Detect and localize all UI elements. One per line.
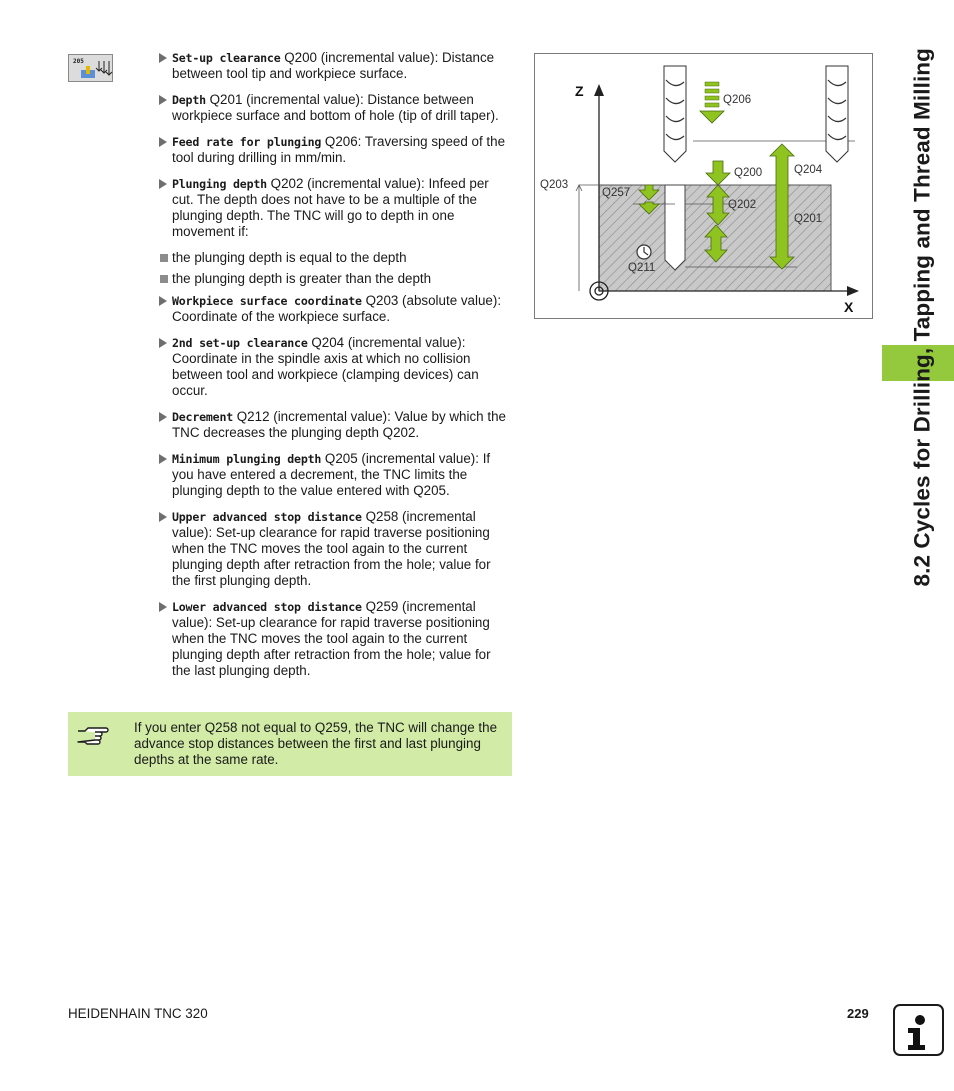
label-q204: Q204 [794, 164, 823, 176]
cycle-diagram [534, 53, 873, 319]
param-description: Q201 (incremental value): Distance between workpiece surface and bottom of hole (tip of drill taper). [172, 92, 499, 123]
axis-label-z: Z [575, 83, 584, 99]
label-q206: Q206 [723, 94, 752, 106]
drilled-hole [665, 185, 685, 270]
cycle-number: 205 [73, 58, 84, 65]
param-decrement [158, 409, 512, 441]
condition-item [158, 271, 512, 287]
bullet-square-icon [160, 254, 168, 262]
bullet-triangle-icon [159, 53, 167, 63]
param-upper-stop-distance [158, 509, 512, 589]
condition-text: the plunging depth is greater than the depth [172, 271, 432, 286]
label-q201: Q201 [794, 213, 823, 225]
feed-rate-arrow [700, 82, 724, 123]
label-q202: Q202 [728, 199, 757, 211]
bullet-triangle-icon [159, 137, 167, 147]
param-workpiece-surface [158, 293, 512, 325]
bullet-triangle-icon [159, 454, 167, 464]
bullet-triangle-icon [159, 602, 167, 612]
cycle-diagram-icon [69, 55, 114, 83]
param-keyword: Workpiece surface coordinate [172, 294, 362, 308]
param-description: Q258 (incremental value): Set-up clearance for rapid traverse positioning when the TNC moves the tool again to the current plunging depth after retraction from the hole; value for the first plunging depth. [172, 509, 491, 588]
bullet-triangle-icon [159, 412, 167, 422]
label-q203: Q203 [540, 179, 569, 191]
param-keyword: Set-up clearance [172, 51, 281, 65]
param-description: Q200 (incremental value): Distance between tool tip and workpiece surface. [172, 50, 495, 81]
info-dot [915, 1015, 925, 1025]
pointing-hand-icon [76, 722, 110, 746]
param-description: Q203 (absolute value): Coordinate of the workpiece surface. [172, 293, 502, 324]
condition-list [158, 250, 512, 287]
section-title-text: 8.2 Cycles for Drilling, Tapping and Thread Milling [909, 48, 934, 587]
label-q257: Q257 [602, 187, 631, 199]
drill-tool-right [826, 66, 848, 162]
parameter-list [158, 50, 512, 689]
dwell-clock-icon [637, 245, 651, 259]
param-keyword: Depth [172, 93, 206, 107]
drill-tool-left [664, 66, 686, 162]
param-2nd-setup-clearance [158, 335, 512, 399]
info-icon [893, 1004, 944, 1056]
bullet-triangle-icon [159, 179, 167, 189]
label-q211: Q211 [628, 262, 656, 274]
param-keyword: Feed rate for plunging [172, 135, 322, 149]
z-axis-arrow [594, 84, 604, 96]
param-plunging-depth [158, 176, 512, 240]
param-description: Q204 (incremental value): Coordinate in the spindle axis at which no collision between tool and workpiece (clamping devices) can occur. [172, 335, 479, 398]
param-description: Q212 (incremental value): Value by which the TNC decreases the plunging depth Q202. [172, 409, 506, 440]
drilling-diagram-svg [535, 54, 874, 320]
label-q200: Q200 [734, 167, 763, 179]
condition-item [158, 250, 512, 266]
param-keyword: 2nd set-up clearance [172, 336, 308, 350]
param-keyword: Decrement [172, 410, 234, 424]
param-keyword: Lower advanced stop distance [172, 600, 362, 614]
page-number: 229 [847, 1006, 869, 1021]
param-setup-clearance [158, 50, 512, 82]
footer-product: HEIDENHAIN TNC 320 [68, 1006, 208, 1021]
param-keyword: Minimum plunging depth [172, 452, 322, 466]
bullet-triangle-icon [159, 296, 167, 306]
condition-text: the plunging depth is equal to the depth [172, 250, 407, 265]
param-keyword: Plunging depth [172, 177, 267, 191]
param-depth [158, 92, 512, 124]
bullet-square-icon [160, 275, 168, 283]
info-stem [908, 1028, 925, 1050]
param-lower-stop-distance [158, 599, 512, 679]
param-keyword: Upper advanced stop distance [172, 510, 362, 524]
axis-label-x: X [844, 299, 854, 315]
x-axis-arrow [847, 286, 859, 296]
cycle-205-icon [68, 54, 113, 82]
bullet-triangle-icon [159, 95, 167, 105]
setup-clearance-arrow [706, 161, 730, 185]
bullet-triangle-icon [159, 338, 167, 348]
param-description: Q202 (incremental value): Infeed per cut. The depth does not have to be a multiple of the plunging depth. The TNC will go to depth in one movement if: [172, 176, 489, 239]
param-description: Q205 (incremental value): If you have entered a decrement, the TNC limits the plunging depth to the value entered with Q205. [172, 451, 491, 498]
bullet-triangle-icon [159, 512, 167, 522]
note-text: If you enter Q258 not equal to Q259, the TNC will change the advance stop distances between the first and last plunging depths at the same rate. [134, 720, 498, 767]
param-description: Q206: Traversing speed of the tool during drilling in mm/min. [172, 134, 506, 165]
param-min-plunging-depth [158, 451, 512, 499]
section-side-title [895, 48, 935, 660]
note-box [68, 712, 512, 776]
param-description: Q259 (incremental value): Set-up clearance for rapid traverse positioning when the TNC moves the tool again to the current plunging depth after retraction from the hole; value for the last plunging depth. [172, 599, 491, 678]
param-feed-rate [158, 134, 512, 166]
